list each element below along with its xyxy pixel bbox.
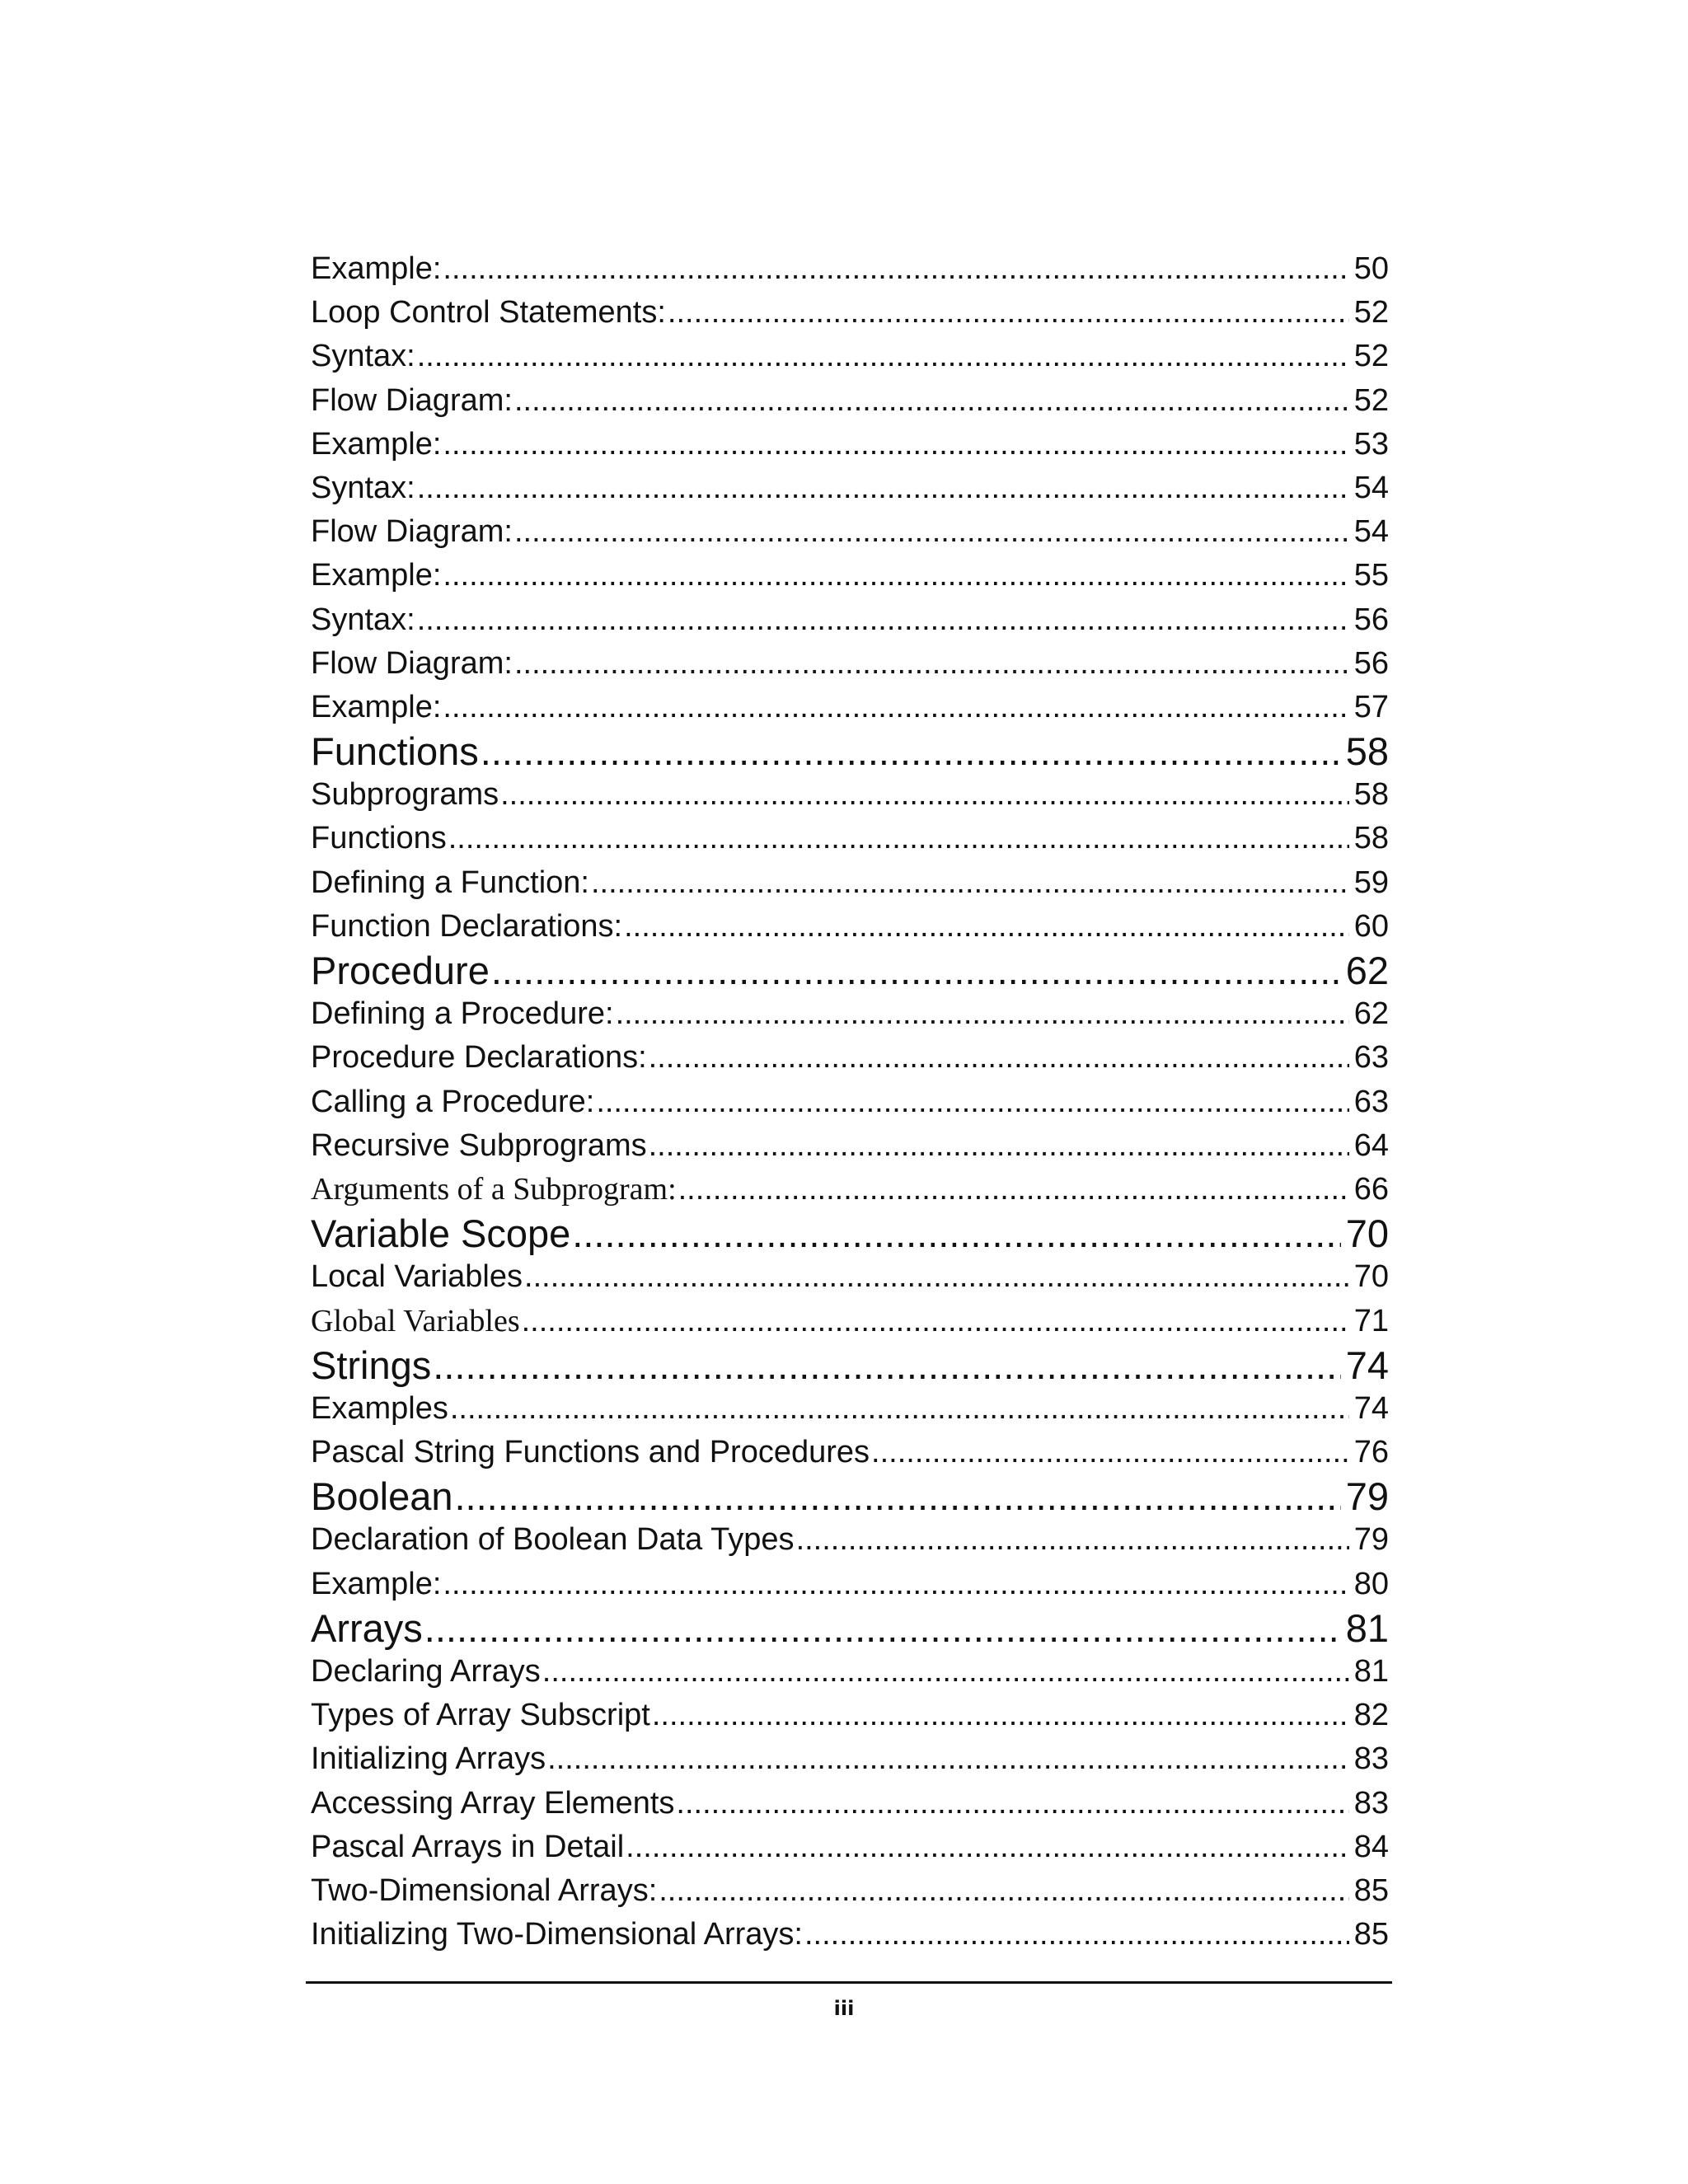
toc-dot-leader (676, 1782, 1348, 1825)
toc-entry-page-number: 79 (1345, 1474, 1389, 1519)
page-number: iii (833, 1997, 855, 2020)
toc-entry-page-number: 71 (1353, 1303, 1389, 1338)
toc-entry[interactable] (311, 1563, 1389, 1606)
toc-entry-page-number: 53 (1353, 426, 1389, 462)
toc-dot-leader (626, 1825, 1349, 1869)
toc-entry-title: Syntax: (311, 602, 415, 637)
toc-entry-page-number: 60 (1353, 908, 1389, 944)
toc-entry-page-number: 74 (1345, 1343, 1389, 1387)
toc-entry[interactable] (311, 861, 1389, 905)
toc-entry-title: Local Variables (311, 1259, 523, 1295)
toc-entry[interactable] (311, 642, 1389, 686)
toc-dot-leader (524, 1255, 1349, 1299)
toc-entry-title: Syntax: (311, 339, 415, 374)
toc-entry-title: Procedure Declarations: (311, 1040, 647, 1076)
toc-entry-page-number: 52 (1353, 339, 1389, 374)
toc-entry[interactable] (311, 992, 1389, 1036)
toc-entry[interactable] (311, 1431, 1389, 1474)
toc-dot-leader (649, 1124, 1349, 1168)
toc-entry-title: Initializing Two-Dimensional Arrays: (311, 1917, 803, 1952)
toc-entry-title: Syntax: (311, 470, 415, 505)
toc-entry-title: Flow Diagram: (311, 645, 513, 681)
toc-entry-page-number: 58 (1345, 729, 1389, 774)
toc-chapter-entry[interactable] (311, 1606, 1389, 1650)
toc-dot-leader (649, 1036, 1349, 1080)
toc-entry-title: Example: (311, 689, 442, 724)
toc-entry-page-number: 85 (1353, 1872, 1389, 1908)
toc-dot-leader (481, 729, 1341, 773)
toc-entry-page-number: 58 (1353, 821, 1389, 856)
toc-entry[interactable] (311, 247, 1389, 291)
toc-entry[interactable] (311, 554, 1389, 598)
toc-entry[interactable] (311, 1168, 1389, 1212)
toc-dot-leader (417, 598, 1349, 642)
toc-entry-page-number: 81 (1345, 1605, 1389, 1650)
toc-entry-title: Defining a Procedure: (311, 996, 614, 1032)
toc-dot-leader (514, 379, 1349, 423)
toc-entry[interactable] (311, 1869, 1389, 1913)
toc-dot-leader (871, 1431, 1349, 1474)
toc-entry-page-number: 56 (1353, 602, 1389, 637)
toc-entry[interactable] (311, 1080, 1389, 1124)
toc-entry-title: Variable Scope (311, 1212, 571, 1256)
toc-entry-page-number: 66 (1353, 1171, 1389, 1207)
toc-dot-leader (443, 1563, 1348, 1606)
toc-entry-page-number: 50 (1353, 251, 1389, 286)
toc-dot-leader (514, 642, 1349, 686)
toc-dot-leader (455, 1474, 1341, 1518)
toc-entry[interactable] (311, 1782, 1389, 1825)
toc-entry-title: Example: (311, 1566, 442, 1601)
toc-entry-title: Accessing Array Elements (311, 1785, 675, 1821)
toc-entry-title: Flow Diagram: (311, 382, 513, 418)
toc-dot-leader (500, 773, 1349, 817)
toc-entry[interactable] (311, 905, 1389, 949)
toc-entry[interactable] (311, 1737, 1389, 1781)
toc-entry-title: Arguments of a Subprogram: (311, 1171, 677, 1207)
toc-entry[interactable] (311, 817, 1389, 860)
table-of-contents (311, 247, 1389, 1957)
toc-entry-page-number: 62 (1345, 949, 1389, 992)
toc-entry-page-number: 56 (1353, 645, 1389, 681)
toc-dot-leader (547, 1737, 1349, 1781)
toc-entry-title: Flow Diagram: (311, 514, 513, 550)
toc-entry-title: Recursive Subprograms (311, 1127, 647, 1163)
toc-dot-leader (668, 291, 1349, 335)
toc-entry-page-number: 70 (1353, 1259, 1389, 1295)
toc-dot-leader (596, 1080, 1348, 1124)
toc-entry-page-number: 79 (1353, 1522, 1389, 1558)
toc-entry-page-number: 85 (1353, 1917, 1389, 1952)
toc-entry-title: Declaration of Boolean Data Types (311, 1522, 795, 1558)
toc-entry-title: Global Variables (311, 1303, 520, 1338)
toc-chapter-entry[interactable] (311, 1212, 1389, 1255)
toc-dot-leader (591, 861, 1349, 905)
toc-entry-title: Procedure (311, 949, 490, 992)
toc-entry-title: Loop Control Statements: (311, 295, 666, 330)
toc-entry-page-number: 63 (1353, 1084, 1389, 1119)
toc-entry[interactable] (311, 1913, 1389, 1957)
toc-entry[interactable] (311, 1650, 1389, 1694)
toc-dot-leader (572, 1212, 1340, 1255)
toc-dot-leader (448, 817, 1349, 860)
toc-entry-page-number: 59 (1353, 865, 1389, 900)
toc-entry-title: Pascal String Functions and Procedures (311, 1435, 870, 1470)
toc-entry-title: Functions (311, 821, 447, 856)
toc-entry[interactable] (311, 379, 1389, 423)
toc-dot-leader (443, 423, 1348, 466)
toc-dot-leader (491, 949, 1341, 992)
toc-dot-leader (433, 1343, 1340, 1387)
toc-entry[interactable] (311, 1036, 1389, 1080)
toc-dot-leader (616, 992, 1349, 1036)
toc-entry-title: Arrays (311, 1605, 423, 1650)
toc-dot-leader (424, 1606, 1341, 1650)
toc-entry-title: Strings (311, 1343, 432, 1387)
toc-entry-page-number: 70 (1345, 1212, 1389, 1256)
toc-entry[interactable] (311, 1387, 1389, 1431)
toc-entry-title: Declaring Arrays (311, 1654, 541, 1689)
toc-entry-page-number: 84 (1353, 1829, 1389, 1864)
toc-dot-leader (443, 247, 1348, 291)
toc-entry-page-number: 52 (1353, 295, 1389, 330)
toc-entry-page-number: 83 (1353, 1785, 1389, 1821)
toc-entry[interactable] (311, 466, 1389, 510)
toc-entry-page-number: 62 (1353, 996, 1389, 1032)
toc-entry-page-number: 55 (1353, 558, 1389, 593)
toc-entry-title: Example: (311, 251, 442, 286)
toc-entry-page-number: 76 (1353, 1435, 1389, 1470)
toc-entry-page-number: 63 (1353, 1040, 1389, 1076)
toc-entry-title: Defining a Function: (311, 865, 589, 900)
toc-entry-title: Types of Array Subscript (311, 1698, 650, 1733)
toc-dot-leader (417, 335, 1349, 378)
toc-entry-title: Example: (311, 558, 442, 593)
toc-dot-leader (443, 686, 1348, 729)
toc-dot-leader (624, 905, 1349, 949)
toc-entry-title: Example: (311, 426, 442, 462)
toc-dot-leader (542, 1650, 1349, 1694)
toc-entry-page-number: 64 (1353, 1127, 1389, 1163)
toc-entry[interactable] (311, 291, 1389, 335)
toc-entry-title: Boolean (311, 1474, 453, 1519)
toc-chapter-entry[interactable] (311, 729, 1389, 773)
toc-dot-leader (522, 1300, 1349, 1343)
toc-entry[interactable] (311, 1518, 1389, 1562)
toc-entry[interactable] (311, 1124, 1389, 1168)
toc-dot-leader (659, 1869, 1348, 1913)
toc-entry[interactable] (311, 1694, 1389, 1737)
toc-entry-title: Calling a Procedure: (311, 1084, 595, 1119)
toc-dot-leader (678, 1168, 1349, 1212)
toc-dot-leader (443, 554, 1348, 598)
footer-divider (306, 1981, 1392, 1984)
toc-dot-leader (450, 1387, 1349, 1431)
toc-entry[interactable] (311, 1255, 1389, 1299)
toc-entry[interactable] (311, 423, 1389, 466)
toc-entry-title: Initializing Arrays (311, 1741, 546, 1777)
toc-entry-title: Subprograms (311, 777, 499, 813)
toc-entry-page-number: 81 (1353, 1654, 1389, 1689)
toc-entry-page-number: 83 (1353, 1741, 1389, 1777)
toc-chapter-entry[interactable] (311, 1343, 1389, 1387)
toc-dot-leader (514, 510, 1349, 554)
toc-entry-page-number: 80 (1353, 1566, 1389, 1601)
toc-entry-title: Two-Dimensional Arrays: (311, 1872, 658, 1908)
toc-entry-title: Function Declarations: (311, 908, 623, 944)
toc-entry[interactable] (311, 510, 1389, 554)
toc-entry-page-number: 54 (1353, 514, 1389, 550)
toc-dot-leader (796, 1518, 1349, 1562)
toc-entry-title: Examples (311, 1390, 448, 1426)
toc-dot-leader (417, 466, 1349, 510)
toc-entry-page-number: 58 (1353, 777, 1389, 813)
toc-entry[interactable] (311, 598, 1389, 642)
toc-entry-page-number: 82 (1353, 1698, 1389, 1733)
toc-entry-title: Pascal Arrays in Detail (311, 1829, 625, 1864)
toc-entry-page-number: 57 (1353, 689, 1389, 724)
toc-entry-page-number: 52 (1353, 382, 1389, 418)
toc-dot-leader (652, 1694, 1349, 1737)
toc-entry[interactable] (311, 335, 1389, 378)
toc-dot-leader (804, 1913, 1349, 1957)
toc-entry[interactable] (311, 686, 1389, 729)
toc-entry-page-number: 74 (1353, 1390, 1389, 1426)
toc-chapter-entry[interactable] (311, 1474, 1389, 1518)
toc-chapter-entry[interactable] (311, 949, 1389, 992)
toc-entry[interactable] (311, 1300, 1389, 1343)
toc-entry-page-number: 54 (1353, 470, 1389, 505)
toc-entry[interactable] (311, 1825, 1389, 1869)
toc-entry-title: Functions (311, 729, 479, 774)
toc-entry[interactable] (311, 773, 1389, 817)
